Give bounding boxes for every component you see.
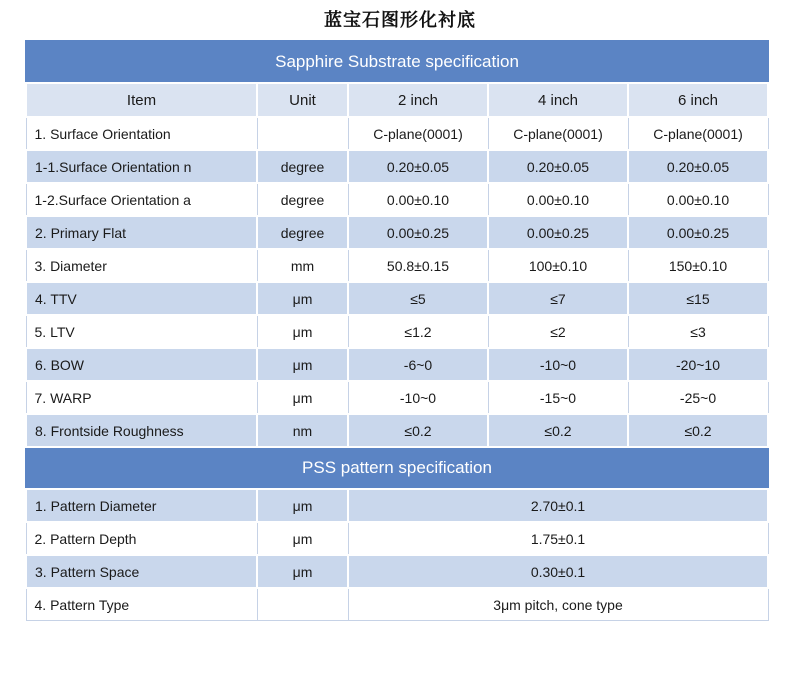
row-value-6inch: -20~10 [628, 348, 768, 381]
row-unit: μm [257, 555, 348, 588]
column-header-6inch: 6 inch [628, 83, 768, 117]
page-title: 蓝宝石图形化衬底 [324, 10, 476, 31]
row-unit: degree [257, 150, 348, 183]
row-item-label: 6. BOW [26, 348, 257, 381]
table-row [26, 489, 768, 522]
row-value-4inch: -10~0 [488, 348, 628, 381]
table-row [26, 282, 768, 315]
row-unit: μm [257, 489, 348, 522]
row-item-label: 2. Pattern Depth [26, 522, 257, 555]
row-value-6inch: 0.00±0.25 [628, 216, 768, 249]
row-item-label: 1. Surface Orientation [26, 117, 257, 150]
row-unit [257, 117, 348, 150]
row-value-4inch: 0.00±0.10 [488, 183, 628, 216]
table-row [26, 150, 768, 183]
table-row [26, 555, 768, 588]
row-value-2inch: 0.00±0.10 [348, 183, 488, 216]
pss-section-header: PSS pattern specification [26, 447, 768, 489]
row-item-label: 3. Diameter [26, 249, 257, 282]
row-unit: μm [257, 381, 348, 414]
row-value-2inch: 0.00±0.25 [348, 216, 488, 249]
table-row [26, 348, 768, 381]
row-value-6inch: 0.00±0.10 [628, 183, 768, 216]
column-header-unit: Unit [257, 83, 348, 117]
row-value-2inch: ≤1.2 [348, 315, 488, 348]
row-value-2inch: -6~0 [348, 348, 488, 381]
column-header-item: Item [26, 83, 257, 117]
row-unit: nm [257, 414, 348, 447]
row-value-6inch: C-plane(0001) [628, 117, 768, 150]
row-item-label: 4. Pattern Type [26, 588, 257, 621]
row-value: 2.70±0.1 [348, 489, 768, 522]
row-value: 3μm pitch, cone type [348, 588, 768, 621]
table-row [26, 522, 768, 555]
row-value-4inch: C-plane(0001) [488, 117, 628, 150]
pss-rows [26, 489, 768, 621]
substrate-section-header: Sapphire Substrate specification [26, 41, 768, 83]
column-header-row [26, 83, 768, 117]
table-row [26, 414, 768, 447]
row-value-4inch: ≤7 [488, 282, 628, 315]
row-value-2inch: ≤5 [348, 282, 488, 315]
table-row [26, 588, 768, 621]
row-value-6inch: -25~0 [628, 381, 768, 414]
row-unit: μm [257, 522, 348, 555]
substrate-section-header-row [26, 41, 768, 83]
row-unit: μm [257, 282, 348, 315]
row-item-label: 2. Primary Flat [26, 216, 257, 249]
row-value-6inch: ≤0.2 [628, 414, 768, 447]
pss-section-header-row [26, 447, 768, 489]
row-value-4inch: ≤0.2 [488, 414, 628, 447]
row-value-6inch: ≤3 [628, 315, 768, 348]
row-value-2inch: 50.8±0.15 [348, 249, 488, 282]
row-value-2inch: 0.20±0.05 [348, 150, 488, 183]
row-unit: degree [257, 183, 348, 216]
row-value: 0.30±0.1 [348, 555, 768, 588]
row-value-4inch: 0.00±0.25 [488, 216, 628, 249]
table-row [26, 315, 768, 348]
row-item-label: 7. WARP [26, 381, 257, 414]
column-header-2inch: 2 inch [348, 83, 488, 117]
row-value-2inch: ≤0.2 [348, 414, 488, 447]
row-item-label: 4. TTV [26, 282, 257, 315]
table-row [26, 381, 768, 414]
row-value-2inch: -10~0 [348, 381, 488, 414]
table-row [26, 216, 768, 249]
row-item-label: 3. Pattern Space [26, 555, 257, 588]
row-unit [257, 588, 348, 621]
row-item-label: 1. Pattern Diameter [26, 489, 257, 522]
row-value-6inch: 150±0.10 [628, 249, 768, 282]
row-value-6inch: 0.20±0.05 [628, 150, 768, 183]
spec-table [25, 40, 769, 621]
table-row [26, 249, 768, 282]
row-value: 1.75±0.1 [348, 522, 768, 555]
row-item-label: 5. LTV [26, 315, 257, 348]
row-value-2inch: C-plane(0001) [348, 117, 488, 150]
substrate-rows [26, 117, 768, 447]
row-unit: μm [257, 348, 348, 381]
row-value-4inch: 0.20±0.05 [488, 150, 628, 183]
row-unit: μm [257, 315, 348, 348]
row-value-4inch: -15~0 [488, 381, 628, 414]
table-row [26, 183, 768, 216]
table-row [26, 117, 768, 150]
row-item-label: 8. Frontside Roughness [26, 414, 257, 447]
row-unit: degree [257, 216, 348, 249]
column-header-4inch: 4 inch [488, 83, 628, 117]
row-value-4inch: 100±0.10 [488, 249, 628, 282]
row-value-4inch: ≤2 [488, 315, 628, 348]
row-item-label: 1-1.Surface Orientation n [26, 150, 257, 183]
row-unit: mm [257, 249, 348, 282]
row-item-label: 1-2.Surface Orientation a [26, 183, 257, 216]
row-value-6inch: ≤15 [628, 282, 768, 315]
